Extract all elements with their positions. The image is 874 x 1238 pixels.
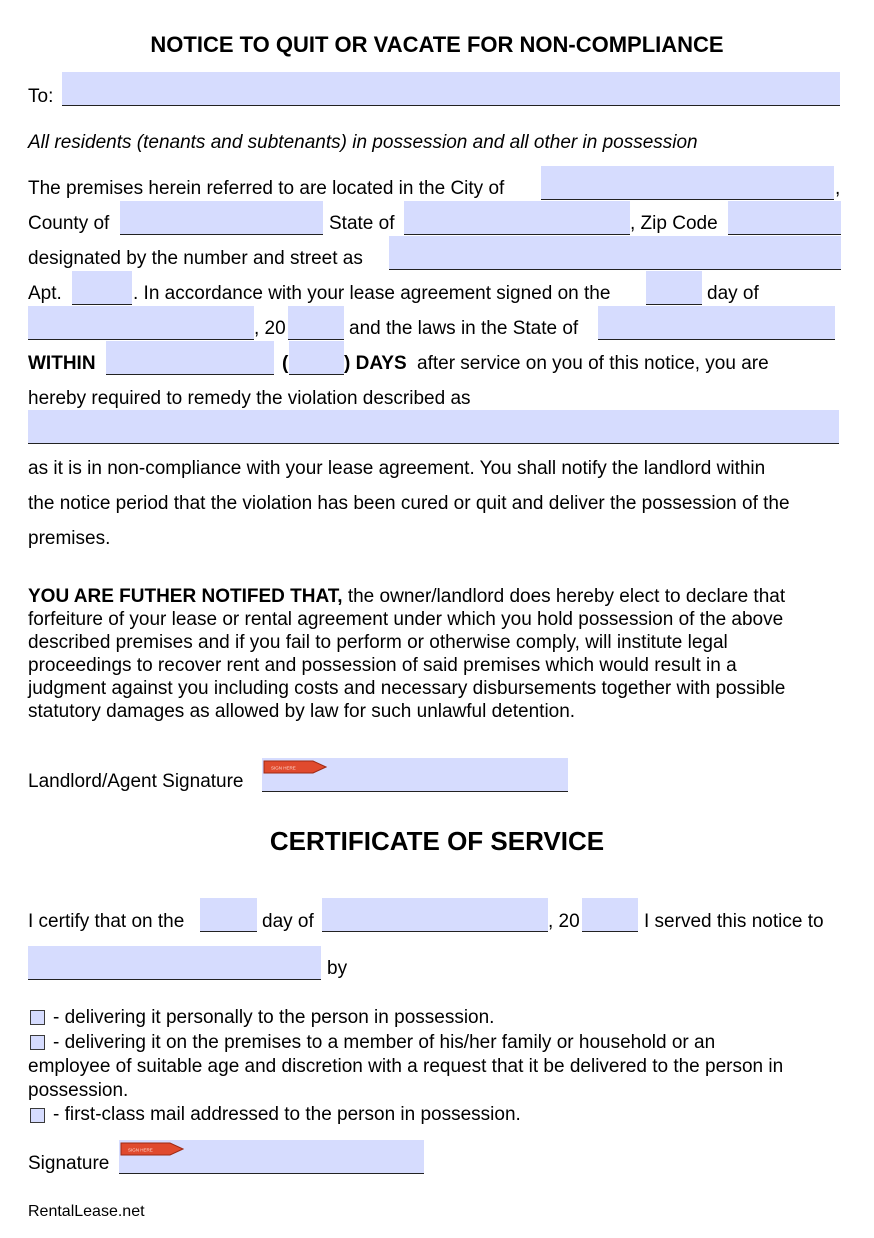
option-mail: - first-class mail addressed to the person in possession. <box>53 1104 521 1125</box>
county-label: County of <box>28 213 110 234</box>
certificate-title: CERTIFICATE OF SERVICE <box>269 826 605 856</box>
further-notice-line-2: forfeiture of your lease or rental agreement under which you hold possession of the above <box>28 609 784 630</box>
zip-field[interactable] <box>728 201 841 235</box>
laws-text: and the laws in the State of <box>349 318 579 339</box>
paren-open: ( <box>282 353 289 374</box>
year-prefix: , 20 <box>254 318 286 339</box>
after-service-text: after service on you of this notice, you are <box>417 353 769 374</box>
by-label: by <box>327 958 348 979</box>
sign-here-tag-icon <box>263 759 327 775</box>
noncompliance-line-2: the notice period that the violation has been cured or quit and deliver the possession of the <box>28 493 790 514</box>
page-title: NOTICE TO QUIT OR VACATE FOR NON-COMPLIANCE <box>150 32 724 57</box>
certify-text: I certify that on the <box>28 911 185 932</box>
further-notice-line-6: statutory damages as allowed by law for such unlawful detention. <box>28 701 576 722</box>
premises-delivery-checkbox[interactable] <box>30 1035 45 1050</box>
noncompliance-line-1: as it is in non-compliance with your lease agreement. You shall notify the landlord within <box>28 458 766 479</box>
service-month-field[interactable] <box>322 898 548 932</box>
lease-day-field[interactable] <box>646 271 702 305</box>
designated-text: designated by the number and street as <box>28 248 363 269</box>
lease-year-field[interactable] <box>288 306 344 340</box>
service-day-field[interactable] <box>200 898 257 932</box>
days-words-field[interactable] <box>106 341 274 375</box>
city-comma: , <box>835 178 841 199</box>
noncompliance-line-3: premises. <box>28 528 111 549</box>
option-personal: - delivering it personally to the person in possession. <box>53 1007 495 1028</box>
personal-delivery-checkbox[interactable] <box>30 1010 45 1025</box>
accordance-text: . In accordance with your lease agreement signed on the <box>133 283 611 304</box>
city-text: The premises herein referred to are located in the City of <box>28 178 505 199</box>
state-field[interactable] <box>404 201 630 235</box>
required-text: hereby required to remedy the violation described as <box>28 388 471 409</box>
zip-label: , Zip Code <box>630 213 718 234</box>
further-notice-line-5: judgment against you including costs and necessary disbursements together with possible <box>28 678 786 699</box>
further-notice-line-1-text: the owner/landlord does hereby elect to declare that <box>342 586 786 607</box>
further-notice-lead: YOU ARE FUTHER NOTIFED THAT, <box>28 586 343 607</box>
option-premises: - delivering it on the premises to a member of his/her family or household or an <box>53 1032 716 1053</box>
service-day-of: day of <box>262 911 314 932</box>
landlord-signature-label: Landlord/Agent Signature <box>28 771 244 792</box>
residents-line: All residents (tenants and subtenants) in possession and all other in possession <box>28 132 698 153</box>
to-label: To: <box>28 86 54 107</box>
mail-delivery-checkbox[interactable] <box>30 1108 45 1123</box>
signature-label: Signature <box>28 1153 110 1174</box>
sign-here-tag-text: SIGN HERE <box>271 765 296 771</box>
sign-here-tag-icon <box>120 1141 184 1157</box>
within-label: WITHIN <box>28 353 96 374</box>
days-number-field[interactable] <box>289 341 344 375</box>
apt-label: Apt. <box>28 283 62 304</box>
street-field[interactable] <box>389 236 841 270</box>
day-of-text: day of <box>707 283 759 304</box>
further-notice-line-1 <box>28 586 785 608</box>
further-notice-line-3: described premises and if you fail to perform or otherwise comply, will institute legal <box>28 632 728 653</box>
option-premises-cont-1: employee of suitable age and discretion with a request that it be delivered to the person in <box>28 1056 784 1077</box>
lease-month-field[interactable] <box>28 306 254 340</box>
city-field[interactable] <box>541 166 834 200</box>
footer-source: RentalLease.net <box>28 1203 145 1220</box>
county-field[interactable] <box>120 201 323 235</box>
service-year-prefix: , 20 <box>548 911 580 932</box>
served-to-field[interactable] <box>28 946 321 980</box>
apt-field[interactable] <box>72 271 132 305</box>
state-label: State of <box>329 213 395 234</box>
days-label: ) DAYS <box>344 353 407 374</box>
service-year-field[interactable] <box>582 898 638 932</box>
law-state-field[interactable] <box>598 306 835 340</box>
further-notice-line-4: proceedings to recover rent and possession of said premises which would result in a <box>28 655 737 676</box>
option-premises-cont-2: possession. <box>28 1080 129 1101</box>
violation-field[interactable] <box>28 410 839 444</box>
sign-here-tag-text: SIGN HERE <box>128 1147 153 1153</box>
served-text: I served this notice to <box>644 911 824 932</box>
to-field[interactable] <box>62 72 840 106</box>
